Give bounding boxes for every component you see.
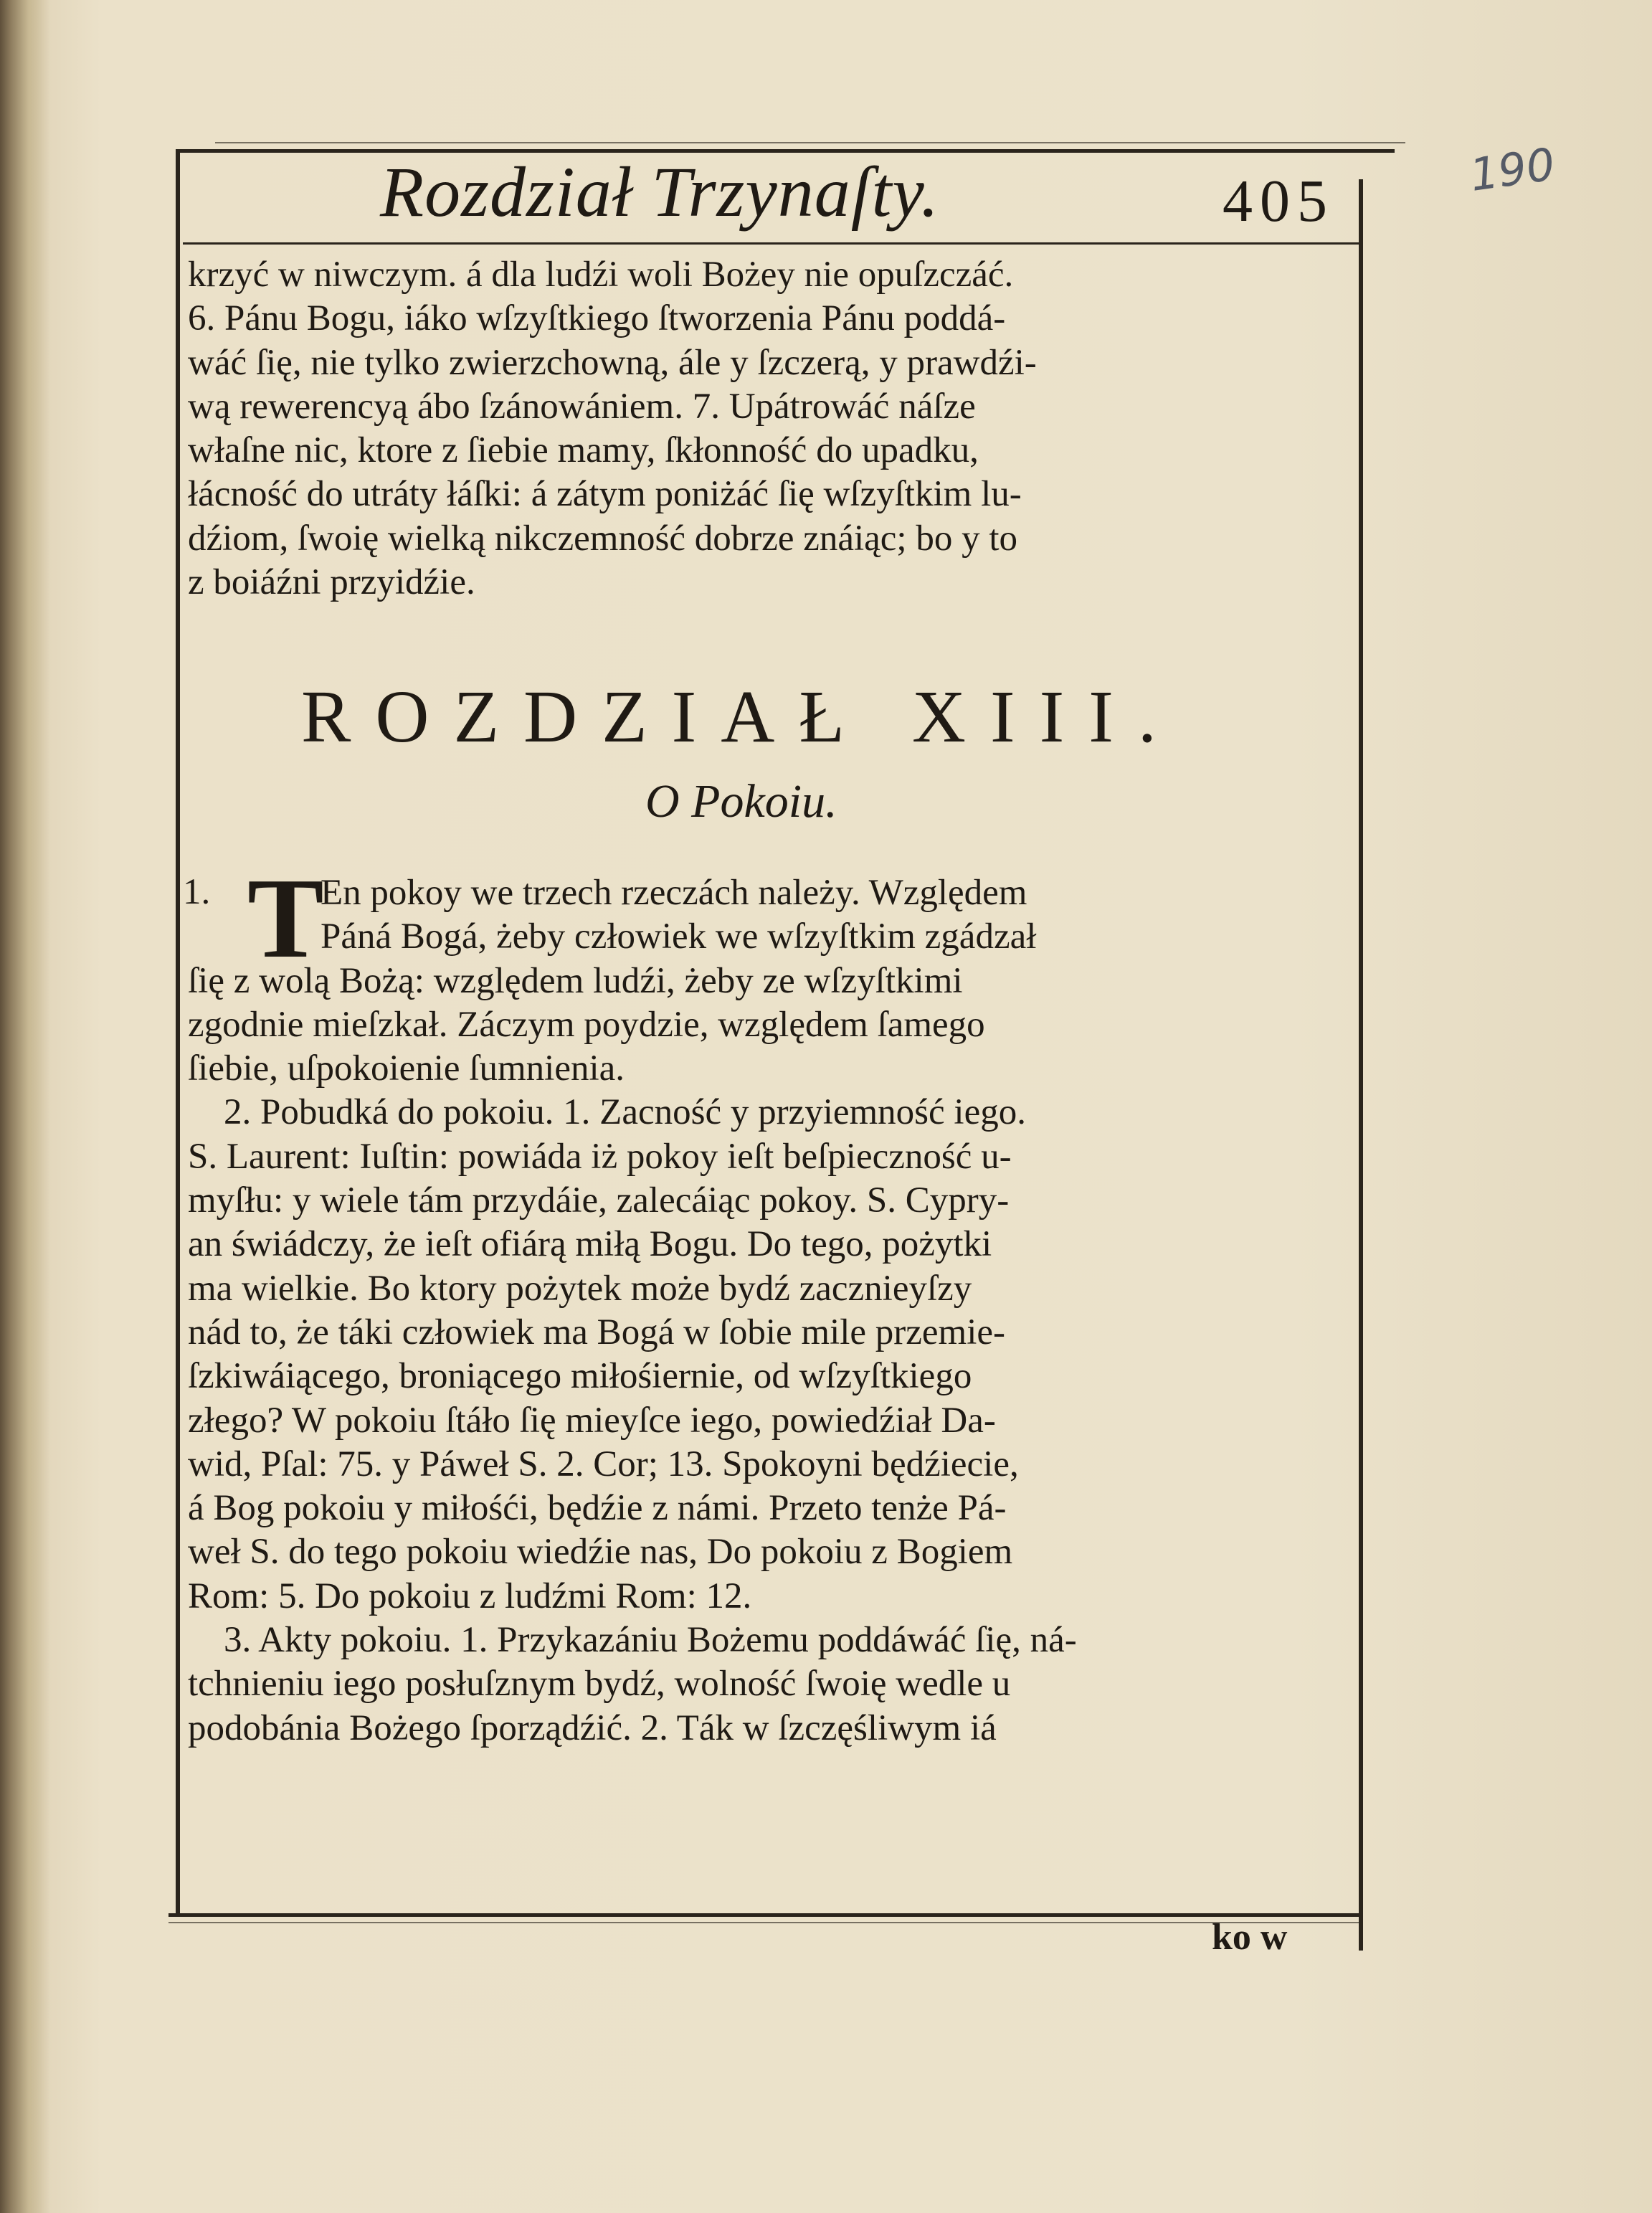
text-line: dźiom, ſwoię wielką nikczemność dobrze znáiąc; bo y to [188, 518, 1018, 559]
text-line: weł S. do tego pokoiu wiedźie nas, Do pokoiu z Bogiem [188, 1532, 1013, 1573]
text-line: an świádczy, że ieſt ofiárą miłą Bogu. Do tego, pożytki [188, 1224, 992, 1265]
text-line: ſiebie, uſpokoienie ſumnienia. [188, 1048, 625, 1089]
text-line: 2. Pobudká do pokoiu. 1. Zacność y przyiemność iego. [224, 1092, 1026, 1133]
text-line: Rom: 5. Do pokoiu z ludźmi Rom: 12. [188, 1575, 752, 1616]
text-line: En pokoy we trzech rzeczách należy. Względem [321, 873, 1027, 913]
text-line: Páná Bogá, żeby człowiek we wſzyſtkim zgádzał [321, 916, 1037, 957]
text-line: krzyć w niwczym. á dla ludźi woli Bożey nie opuſzczáć. [188, 255, 1014, 295]
text-line: ſię z wolą Bożą: względem ludźi, żeby ze wſzyſtkimi [188, 960, 963, 1001]
section-1-paragraph [188, 871, 1353, 1750]
section-number: 1. [183, 872, 211, 912]
text-line: tchnieniu iego posłuſznym bydź, wolność ſwoię wedle u [188, 1664, 1011, 1705]
frame-top-thin-rule [215, 142, 1405, 143]
drop-cap: T [247, 854, 324, 982]
text-line: ſzkiwáiącego, broniącego miłośiernie, od wſzyſtkiego [188, 1356, 972, 1397]
text-line: ma wielkie. Bo ktory pożytek może bydź zacznieyſzy [188, 1268, 972, 1309]
footer-thin-rule [168, 1922, 1362, 1923]
text-line: á Bog pokoiu y miłośći, będźie z námi. Przeto tenże Pá- [188, 1488, 1007, 1529]
text-line: złego? W pokoiu ſtáło ſię mieyſce iego, powiedźiał Da- [188, 1400, 996, 1441]
chapter-heading: ROZDZIAŁ XIII. [301, 676, 1181, 758]
catchword: ko w [1212, 1917, 1288, 1958]
text-line: wid, Pſal: 75. y Páweł S. 2. Cor; 13. Spokoyni będźiecie, [188, 1444, 1019, 1484]
text-line: S. Laurent: Iuſtin: powiáda iż pokoy ieſt beſpieczność u- [188, 1136, 1012, 1177]
text-line: wáć ſię, nie tylko zwierzchowną, ále y ſzczerą, y prawdźi- [188, 342, 1037, 383]
page-number: 405 [1223, 168, 1334, 234]
text-line: łácność do utráty łáſki: á zátym poniżáć ſię wſzyſtkim lu- [188, 474, 1022, 515]
gutter-shadow [0, 0, 50, 2213]
footer-rule [168, 1913, 1362, 1917]
text-line: nád to, że táki człowiek ma Bogá w ſobie mile przemie- [188, 1312, 1006, 1352]
text-line: z boiáźni przyidźie. [188, 562, 475, 603]
text-line: 6. Pánu Bogu, iáko wſzyſtkiego ſtworzenia Pánu poddá- [188, 298, 1006, 339]
text-line: myſłu: y wiele tám przydáie, zalecáiąc pokoy. S. Cypry- [188, 1180, 1010, 1221]
chapter-subtitle: O Pokoiu. [645, 775, 837, 828]
continuation-paragraph [188, 253, 1353, 605]
text-line: wą rewerencyą ábo ſzánowániem. 7. Upátrowáć náſze [188, 386, 976, 427]
text-line: 3. Akty pokoiu. 1. Przykazániu Bożemu poddáwáć ſię, ná- [224, 1620, 1077, 1661]
frame-right-rule [1359, 179, 1363, 1951]
text-line: podobánia Bożego ſporządźić. 2. Ták w ſzczęśliwym iá [188, 1707, 997, 1748]
text-line: zgodnie mieſzkał. Záczym poydzie, względem ſamego [188, 1004, 985, 1045]
running-title: Rozdział Trzynaſty. [380, 152, 940, 232]
text-line: właſne nic, ktore z ſiebie mamy, ſkłonność do upadku, [188, 430, 979, 471]
frame-left-rule [176, 149, 180, 1915]
margin-note: 190 [1466, 138, 1558, 202]
header-rule [183, 242, 1359, 245]
